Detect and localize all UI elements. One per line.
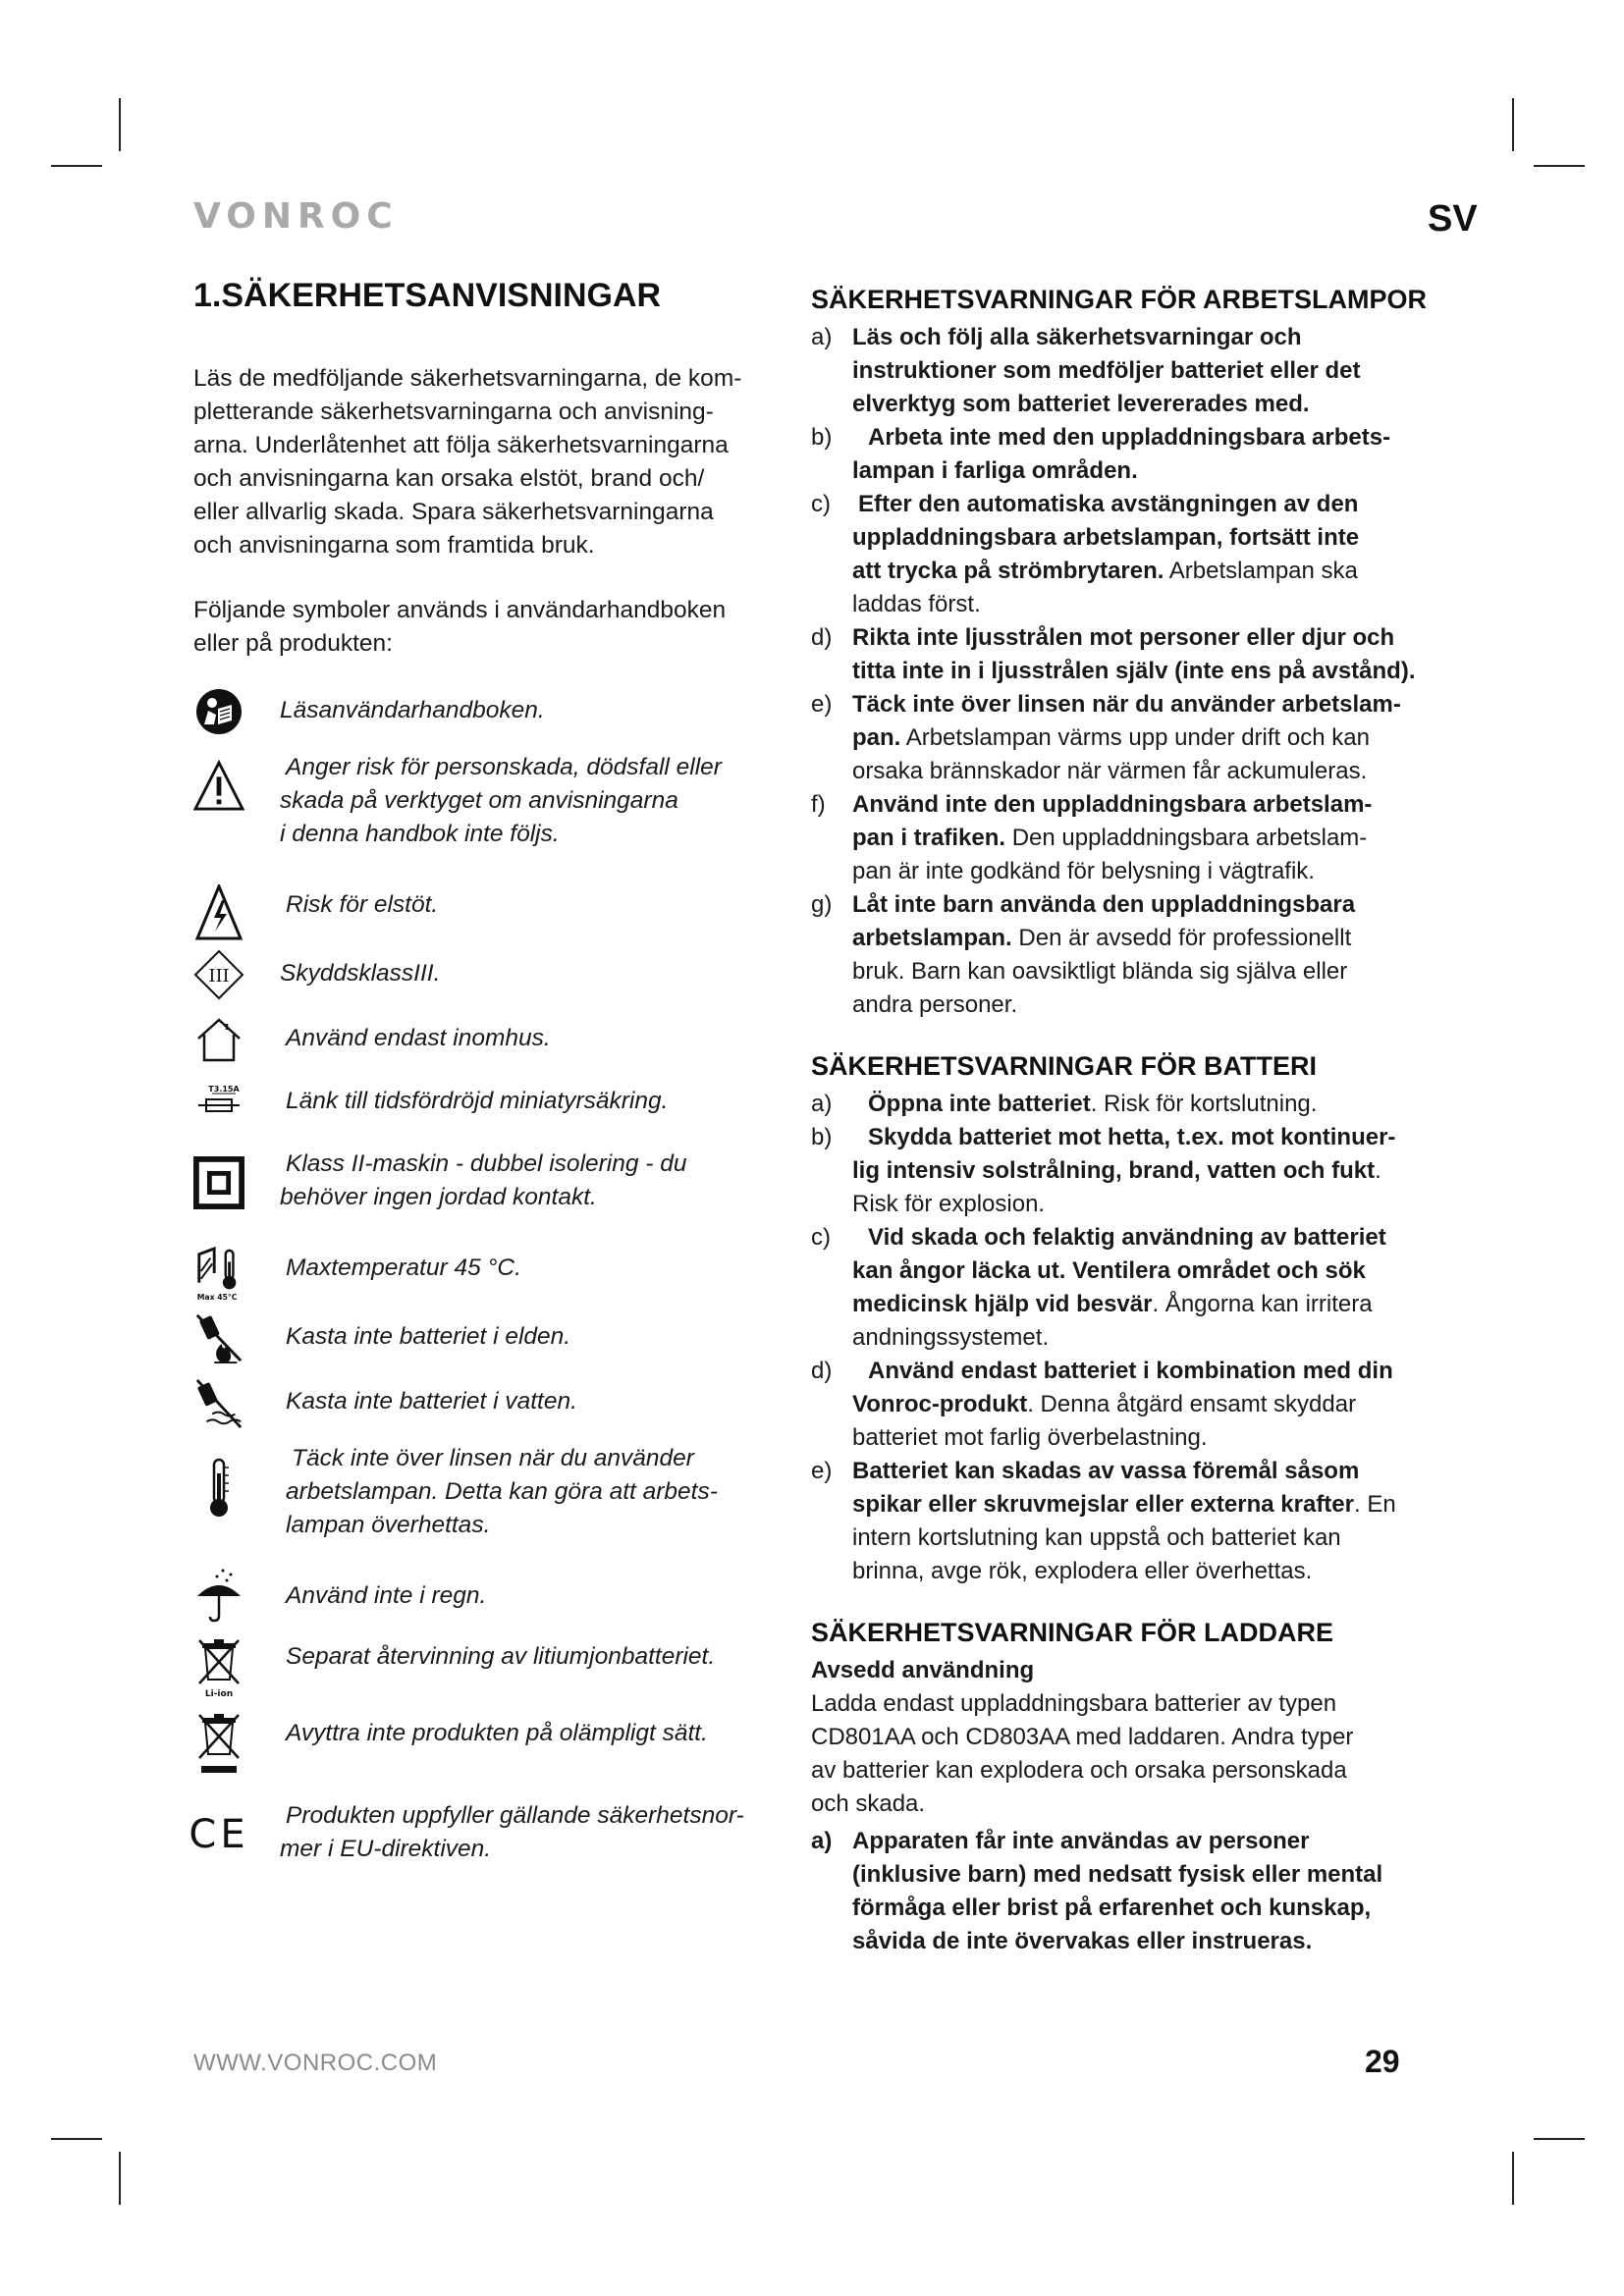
no-fire-icon bbox=[193, 1310, 244, 1367]
symbol-text bbox=[280, 1579, 790, 1613]
text-line: Täck inte över linsen när du använder bbox=[292, 1445, 694, 1471]
footer-url[interactable]: WWW.VONROC.COM bbox=[193, 2050, 438, 2076]
text-line: Använd endast inomhus. bbox=[286, 1025, 551, 1051]
work-lamp-warnings bbox=[811, 285, 1439, 1022]
item-label: a) bbox=[811, 324, 833, 350]
fuse-icon bbox=[193, 1077, 244, 1128]
text-line: pletterande säkerhetsvarningarna och anvisning- bbox=[193, 399, 714, 425]
text-line: Kasta inte batteriet i vatten. bbox=[286, 1388, 577, 1415]
text-line: Batteriet kan skadas av vassa föremål såsom bbox=[852, 1458, 1360, 1484]
section-title: 1.SÄKERHETSANVISNINGAR bbox=[193, 277, 662, 314]
text-regular: . Risk för kortslutning. bbox=[1090, 1091, 1318, 1117]
list-item bbox=[811, 788, 1439, 888]
symbol-text bbox=[280, 1717, 790, 1750]
max-temp-label: Max 45°C bbox=[196, 1292, 238, 1302]
warning-triangle-icon bbox=[193, 755, 244, 818]
right-column bbox=[811, 285, 1439, 1988]
text-line: instruktioner som medföljer batteriet eller det bbox=[852, 357, 1361, 384]
list-item bbox=[811, 1121, 1439, 1221]
symbol-text bbox=[280, 1799, 790, 1866]
text-line: Låt inte barn använda den uppladdningsbara bbox=[852, 891, 1356, 918]
intro-paragraph bbox=[193, 362, 783, 562]
text-bold: pan i trafiken. bbox=[852, 825, 1006, 851]
text-line: Risk för elstöt. bbox=[286, 891, 439, 918]
list-item bbox=[811, 1088, 1439, 1121]
text-line: Använd inte i regn. bbox=[286, 1582, 487, 1609]
text-line: CD801AA och CD803AA med laddaren. Andra typer bbox=[811, 1724, 1354, 1750]
crop-mark bbox=[119, 2152, 121, 2205]
symbol-text bbox=[280, 694, 790, 727]
crop-mark bbox=[1534, 165, 1585, 167]
text-line: och skada. bbox=[811, 1790, 926, 1817]
text-line: kan ångor läcka ut. Ventilera området och sök bbox=[852, 1257, 1366, 1284]
text-bold: att trycka på strömbrytaren. bbox=[852, 558, 1164, 584]
text-line: batteriet mot farlig överbelastning. bbox=[852, 1424, 1208, 1451]
text-line: och anvisningarna kan orsaka elstöt, brand och/ bbox=[193, 465, 705, 492]
text-line: Produkten uppfyller gällande säkerhetsnor- bbox=[286, 1802, 744, 1829]
list-item bbox=[811, 688, 1439, 788]
text-line: Klass II-maskin - dubbel isolering - du bbox=[286, 1150, 687, 1177]
text-line: orsaka brännskador när värmen får ackumuleras. bbox=[852, 758, 1368, 784]
item-label: d) bbox=[811, 1358, 833, 1384]
text-line: mer i EU-direktiven. bbox=[280, 1836, 492, 1862]
text-line: Läs de medföljande säkerhetsvarningarna, de kom- bbox=[193, 365, 742, 392]
text-line: Anger risk för personskada, dödsfall eller bbox=[286, 754, 722, 780]
thermometer-icon bbox=[193, 1458, 244, 1519]
page-number: 29 bbox=[1365, 2044, 1400, 2079]
text-bold: lig intensiv solstrålning, brand, vatten och fukt bbox=[852, 1157, 1376, 1184]
item-label: b) bbox=[811, 1124, 833, 1150]
text-line: Kasta inte batteriet i elden. bbox=[286, 1323, 571, 1350]
battery-warnings bbox=[811, 1051, 1439, 1588]
list-item bbox=[811, 488, 1439, 621]
brand-logo: VONROC bbox=[193, 196, 399, 237]
text-line: Följande symboler används i användarhandboken bbox=[193, 597, 727, 623]
charger-paragraph bbox=[811, 1687, 1439, 1821]
protection-class-iii-icon bbox=[193, 949, 244, 1000]
text-line: Risk för explosion. bbox=[852, 1191, 1046, 1217]
text-line: Täck inte över linsen när du använder arbetslam- bbox=[852, 691, 1401, 718]
list-item bbox=[811, 421, 1439, 488]
item-label: g) bbox=[811, 891, 833, 918]
text-line: uppladdningsbara arbetslampan, fortsätt inte bbox=[852, 524, 1360, 551]
symbol-text bbox=[280, 751, 790, 851]
symbol-text bbox=[280, 1385, 790, 1418]
text-line: behöver ingen jordad kontakt. bbox=[280, 1184, 597, 1210]
ce-mark-label: CE bbox=[189, 1812, 249, 1857]
no-rain-icon bbox=[193, 1566, 244, 1625]
protection-class-label: III bbox=[208, 966, 230, 987]
section-heading: SÄKERHETSVARNINGAR FÖR LADDARE bbox=[811, 1618, 1334, 1647]
text-regular: . En bbox=[1353, 1491, 1396, 1518]
text-line: pan är inte godkänd för belysning i vägtrafik. bbox=[852, 858, 1315, 884]
symbol-text bbox=[280, 1640, 790, 1674]
text-line: förmåga eller brist på erfarenhet och kunskap, bbox=[852, 1895, 1372, 1921]
text-line: arna. Underlåtenhet att följa säkerhetsvarningarna bbox=[193, 432, 729, 458]
text-line: Maxtemperatur 45 °C. bbox=[286, 1255, 521, 1281]
text-regular: Arbetslampan värms upp under drift och kan bbox=[900, 724, 1370, 751]
symbol-text bbox=[280, 1320, 790, 1354]
text-line: skada på verktyget om anvisningarna bbox=[280, 787, 678, 814]
max-temperature-icon bbox=[193, 1244, 244, 1303]
item-label: a) bbox=[811, 1828, 833, 1854]
text-line: Avyttra inte produkten på olämpligt sätt. bbox=[286, 1720, 708, 1746]
text-regular: Arbetslampan ska bbox=[1164, 558, 1358, 584]
list-item bbox=[811, 888, 1439, 1022]
fuse-rating-label: T3.15A bbox=[208, 1085, 240, 1094]
crop-mark bbox=[51, 165, 102, 167]
text-line: Rikta inte ljusstrålen mot personer eller djur och bbox=[852, 624, 1395, 651]
text-regular: . bbox=[1375, 1157, 1381, 1184]
li-ion-label: Li-ion bbox=[204, 1689, 234, 1699]
language-code: SV bbox=[1428, 198, 1478, 240]
text-line: såvida de inte övervakas eller instrueras. bbox=[852, 1928, 1313, 1954]
list-item bbox=[811, 1221, 1439, 1355]
text-line: lampan i farliga områden. bbox=[852, 457, 1138, 484]
list-item bbox=[811, 621, 1439, 688]
text-line: Separat återvinning av litiumjonbatteriet. bbox=[286, 1643, 716, 1670]
item-label: f) bbox=[811, 791, 826, 818]
item-label: e) bbox=[811, 1458, 833, 1484]
electric-shock-icon bbox=[193, 882, 244, 943]
text-line: brinna, avge rök, explodera eller överhettas. bbox=[852, 1558, 1313, 1584]
text-line: andra personer. bbox=[852, 991, 1018, 1018]
text-regular: . Ångorna kan irritera bbox=[1152, 1291, 1373, 1317]
subheading: Avsedd användning bbox=[811, 1657, 1035, 1683]
text-line: Ladda endast uppladdningsbara batterier av typen bbox=[811, 1690, 1337, 1717]
text-bold: medicinsk hjälp vid besvär bbox=[852, 1291, 1153, 1317]
text-line: SkyddsklassIII. bbox=[280, 960, 441, 987]
crop-mark bbox=[1534, 2138, 1585, 2140]
text-line: (inklusive barn) med nedsatt fysisk eller mental bbox=[852, 1861, 1383, 1888]
no-water-icon bbox=[193, 1375, 244, 1432]
text-line: av batterier kan explodera och orsaka personskada bbox=[811, 1757, 1347, 1784]
symbol-text bbox=[280, 1252, 790, 1285]
text-line: Läsanvändarhandboken. bbox=[280, 697, 545, 723]
crop-mark bbox=[1512, 98, 1514, 151]
text-line: eller på produkten: bbox=[193, 630, 393, 657]
item-label: d) bbox=[811, 624, 833, 651]
weee-bin-icon bbox=[193, 1711, 244, 1776]
text-line: i denna handbok inte följs. bbox=[280, 821, 560, 847]
symbol-text bbox=[280, 1085, 790, 1118]
item-label: c) bbox=[811, 491, 831, 517]
text-line: Skydda batteriet mot hetta, t.ex. mot kontinuer- bbox=[868, 1124, 1396, 1150]
read-manual-icon bbox=[193, 686, 244, 737]
text-line: bruk. Barn kan oavsiktligt blända sig själva eller bbox=[852, 958, 1348, 985]
text-line: andningssystemet. bbox=[852, 1324, 1050, 1351]
text-line: och anvisningarna som framtida bruk. bbox=[193, 532, 595, 559]
crop-mark bbox=[119, 98, 121, 151]
text-bold: pan. bbox=[852, 724, 901, 751]
class-ii-icon bbox=[193, 1153, 244, 1212]
item-label: b) bbox=[811, 424, 833, 451]
text-bold: Vonroc-produkt bbox=[852, 1391, 1028, 1417]
indoor-use-icon bbox=[193, 1014, 244, 1065]
item-label: c) bbox=[811, 1224, 831, 1251]
section-heading: SÄKERHETSVARNINGAR FÖR ARBETSLAMPOR bbox=[811, 285, 1428, 314]
text-regular: Den är avsedd för professionellt bbox=[1011, 925, 1352, 951]
list-item bbox=[811, 1455, 1439, 1588]
text-line: eller allvarlig skada. Spara säkerhetsvarningarna bbox=[193, 499, 714, 525]
crop-mark bbox=[1512, 2152, 1514, 2205]
text-line: laddas först. bbox=[852, 591, 981, 617]
symbol-text bbox=[280, 957, 790, 990]
symbol-list bbox=[189, 686, 783, 1864]
symbol-text bbox=[280, 888, 790, 922]
text-line: arbetslampan. Detta kan göra att arbets- bbox=[286, 1478, 718, 1505]
symbols-intro bbox=[193, 594, 783, 661]
text-line: titta inte in i ljusstrålen själv (inte ens på avstånd). bbox=[852, 658, 1416, 684]
symbol-text bbox=[280, 1442, 790, 1542]
text-bold: Öppna inte batteriet bbox=[868, 1091, 1091, 1117]
charger-warnings bbox=[811, 1618, 1439, 1958]
list-item bbox=[811, 1355, 1439, 1455]
item-label: a) bbox=[811, 1091, 833, 1117]
text-line: Läs och följ alla säkerhetsvarningar och bbox=[852, 324, 1302, 350]
text-line: Använd endast batteriet i kombination med din bbox=[868, 1358, 1393, 1384]
section-heading: SÄKERHETSVARNINGAR FÖR BATTERI bbox=[811, 1051, 1318, 1081]
list-item bbox=[811, 1825, 1439, 1958]
list-item bbox=[811, 321, 1439, 421]
item-label: e) bbox=[811, 691, 833, 718]
symbol-text bbox=[280, 1148, 790, 1214]
text-line: Efter den automatiska avstängningen av den bbox=[858, 491, 1359, 517]
left-column bbox=[189, 277, 783, 1864]
text-line: Arbeta inte med den uppladdningsbara arbets- bbox=[868, 424, 1391, 451]
text-line: Länk till tidsfördröjd miniatyrsäkring. bbox=[286, 1088, 669, 1114]
text-line: Använd inte den uppladdningsbara arbetslam- bbox=[852, 791, 1373, 818]
text-regular: . Denna åtgärd ensamt skyddar bbox=[1027, 1391, 1357, 1417]
text-bold: arbetslampan. bbox=[852, 925, 1012, 951]
text-regular: Den uppladdningsbara arbetslam- bbox=[1005, 825, 1368, 851]
li-ion-recycle-icon bbox=[193, 1634, 244, 1699]
crop-mark bbox=[51, 2138, 102, 2140]
text-bold: spikar eller skruvmejslar eller externa krafter bbox=[852, 1491, 1354, 1518]
ce-mark-icon bbox=[189, 1812, 249, 1857]
text-line: intern kortslutning kan uppstå och batteriet kan bbox=[852, 1524, 1341, 1551]
text-line: Vid skada och felaktig användning av batteriet bbox=[868, 1224, 1386, 1251]
text-line: lampan överhettas. bbox=[286, 1512, 491, 1538]
text-line: Apparaten får inte användas av personer bbox=[852, 1828, 1310, 1854]
symbol-text bbox=[280, 1022, 790, 1055]
text-line: elverktyg som batteriet levererades med. bbox=[852, 391, 1310, 417]
